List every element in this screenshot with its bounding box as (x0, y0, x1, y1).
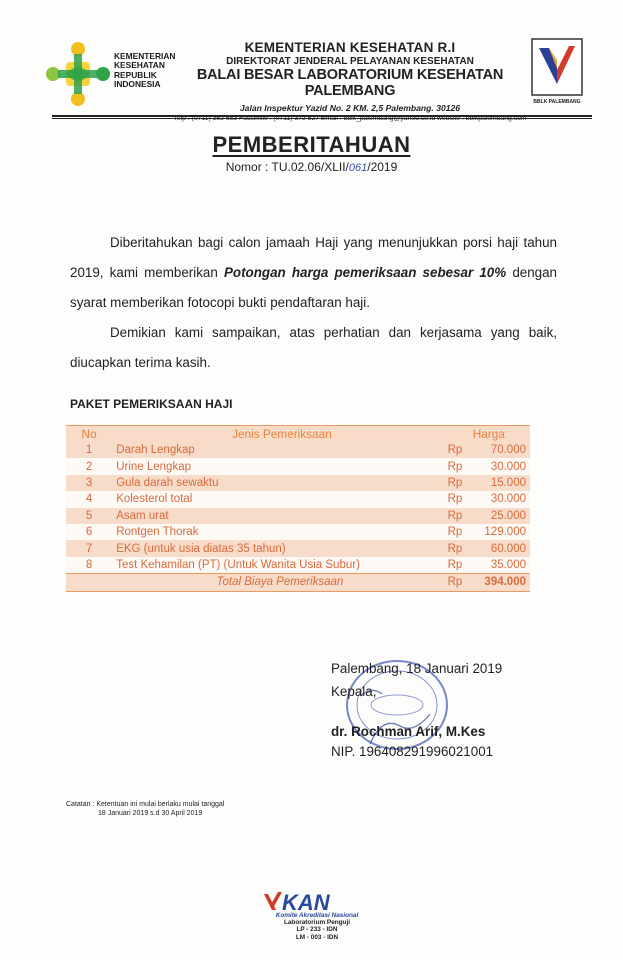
kan-lm: LM - 003 - IDN (295, 933, 339, 941)
row-price: 15.000 (468, 475, 530, 491)
row-name: Test Kehamilan (PT) (Untuk Wanita Usia Subur) (112, 557, 447, 574)
paragraph-2: Demikian kami sampaikan, atas perhatian dan kerjasama yang baik, diucapkan terima kasih. (70, 325, 557, 370)
note-line-1: Catatan : Ketentuan ini mulai berlaku mulai tanggal (66, 801, 225, 808)
price-table (66, 425, 530, 592)
table-header-row (66, 426, 530, 443)
table-row (66, 458, 530, 474)
header-harga: Harga (448, 426, 530, 443)
row-name: EKG (untuk usia diatas 35 tahun) (112, 540, 447, 556)
nomor-prefix: Nomor : TU.02.06/XLII/ (225, 160, 349, 174)
row-name: Urine Lengkap (112, 458, 447, 474)
note (66, 800, 224, 818)
row-price: 30.000 (468, 458, 530, 474)
table-row (66, 540, 530, 556)
table-row (66, 491, 530, 507)
row-currency: Rp (448, 508, 468, 524)
ministry-line: REPUBLIK (114, 69, 157, 80)
row-price: 129.000 (468, 524, 530, 540)
org-address: Jalan Inspektur Yazid No. 2 KM. 2,5 Palembang. 30126 (239, 103, 461, 113)
table-row (66, 557, 530, 574)
row-name: Asam urat (112, 508, 447, 524)
row-no: 3 (66, 475, 112, 491)
ministry-line: KEMENTERIAN (114, 51, 176, 61)
org-line-1: KEMENTERIAN KESEHATAN R.I (244, 40, 456, 55)
row-currency: Rp (448, 442, 468, 458)
row-price: 60.000 (468, 540, 530, 556)
header-rule-thick (52, 115, 592, 117)
document-number (0, 160, 623, 174)
ministry-name (114, 52, 174, 90)
ministry-line: INDONESIA (114, 79, 161, 90)
table-row (66, 524, 530, 540)
header-rule-thin (52, 118, 592, 119)
row-no: 4 (66, 491, 112, 507)
kan-caption (252, 912, 382, 941)
row-currency: Rp (448, 458, 468, 474)
header-jenis: Jenis Pemeriksaan (112, 426, 447, 443)
row-currency: Rp (448, 475, 468, 491)
row-name: Darah Lengkap (112, 442, 447, 458)
row-price: 35.000 (468, 557, 530, 574)
table-total-row (66, 574, 530, 591)
ministry-line: KESEHATAN (114, 60, 165, 71)
org-line-2: DIREKTORAT JENDERAL PELAYANAN KESEHATAN (226, 56, 474, 67)
table-row (66, 475, 530, 491)
kan-lab: Laboratorium Penguji (283, 919, 351, 927)
bblk-logo-icon (531, 38, 583, 96)
signer-nip: NIP. 196408291996021001 (331, 744, 494, 759)
signer-name: dr. Rochman Arif, M.Kes (331, 724, 486, 739)
row-no: 7 (66, 540, 112, 556)
kan-logo-text: KAN (282, 890, 330, 912)
row-name: Rontgen Thorak (112, 524, 447, 540)
kan-full-name: Komite Akreditasi Nasional (275, 912, 359, 919)
discount-highlight: Potongan harga pemeriksaan sebesar 10% (223, 265, 507, 280)
org-line-3: BALAI BESAR LABORATORIUM KESEHATAN PALEMBANG (196, 67, 504, 99)
row-currency: Rp (448, 557, 468, 574)
table-row (66, 442, 530, 458)
row-name: Kolesterol total (112, 491, 447, 507)
total-empty (66, 574, 112, 591)
row-no: 5 (66, 508, 112, 524)
signature-block (331, 657, 502, 763)
ministry-logo-icon (44, 40, 112, 108)
row-currency: Rp (448, 540, 468, 556)
row-price: 30.000 (468, 491, 530, 507)
row-name: Gula darah sewaktu (112, 475, 447, 491)
row-currency: Rp (448, 524, 468, 540)
paragraph-1-text: Diberitahukan bagi calon jamaah Haji yang menunjukkan porsi haji tahun 2019, kami memberikan (70, 235, 557, 280)
table-row (66, 508, 530, 524)
header-no: No (66, 426, 112, 443)
row-price: 70.000 (468, 442, 530, 458)
bblk-logo-caption: BBLK PALEMBANG (533, 99, 581, 105)
kan-lp: LP - 233 - IDN (296, 926, 338, 934)
total-label: Total Biaya Pemeriksaan (112, 574, 447, 591)
place-date: Palembang, 18 Januari 2019 (331, 661, 503, 676)
row-no: 2 (66, 458, 112, 474)
total-price: 394.000 (468, 574, 530, 591)
row-currency: Rp (448, 491, 468, 507)
nomor-handwritten: 061 (348, 162, 368, 174)
row-no: 8 (66, 557, 112, 574)
paragraph-1-tail: dengan syarat memberikan fotocopi bukti pendaftaran haji. (70, 265, 558, 310)
note-line-2: 18 Januari 2019 s.d 30 April 2019 (98, 810, 203, 817)
nomor-suffix: /2019 (367, 160, 398, 174)
organization-header (170, 40, 530, 122)
document-title: PEMBERITAHUAN (212, 132, 411, 157)
row-price: 25.000 (468, 508, 530, 524)
bblk-logo (531, 38, 583, 106)
total-currency: Rp (448, 574, 468, 591)
kan-logo-icon (262, 890, 372, 912)
signer-role: Kepala, (331, 684, 377, 699)
paragraph-1 (70, 228, 557, 318)
package-title: PAKET PEMERIKSAAN HAJI (70, 397, 233, 411)
row-no: 6 (66, 524, 112, 540)
row-no: 1 (66, 442, 112, 458)
letter-body (70, 228, 557, 378)
